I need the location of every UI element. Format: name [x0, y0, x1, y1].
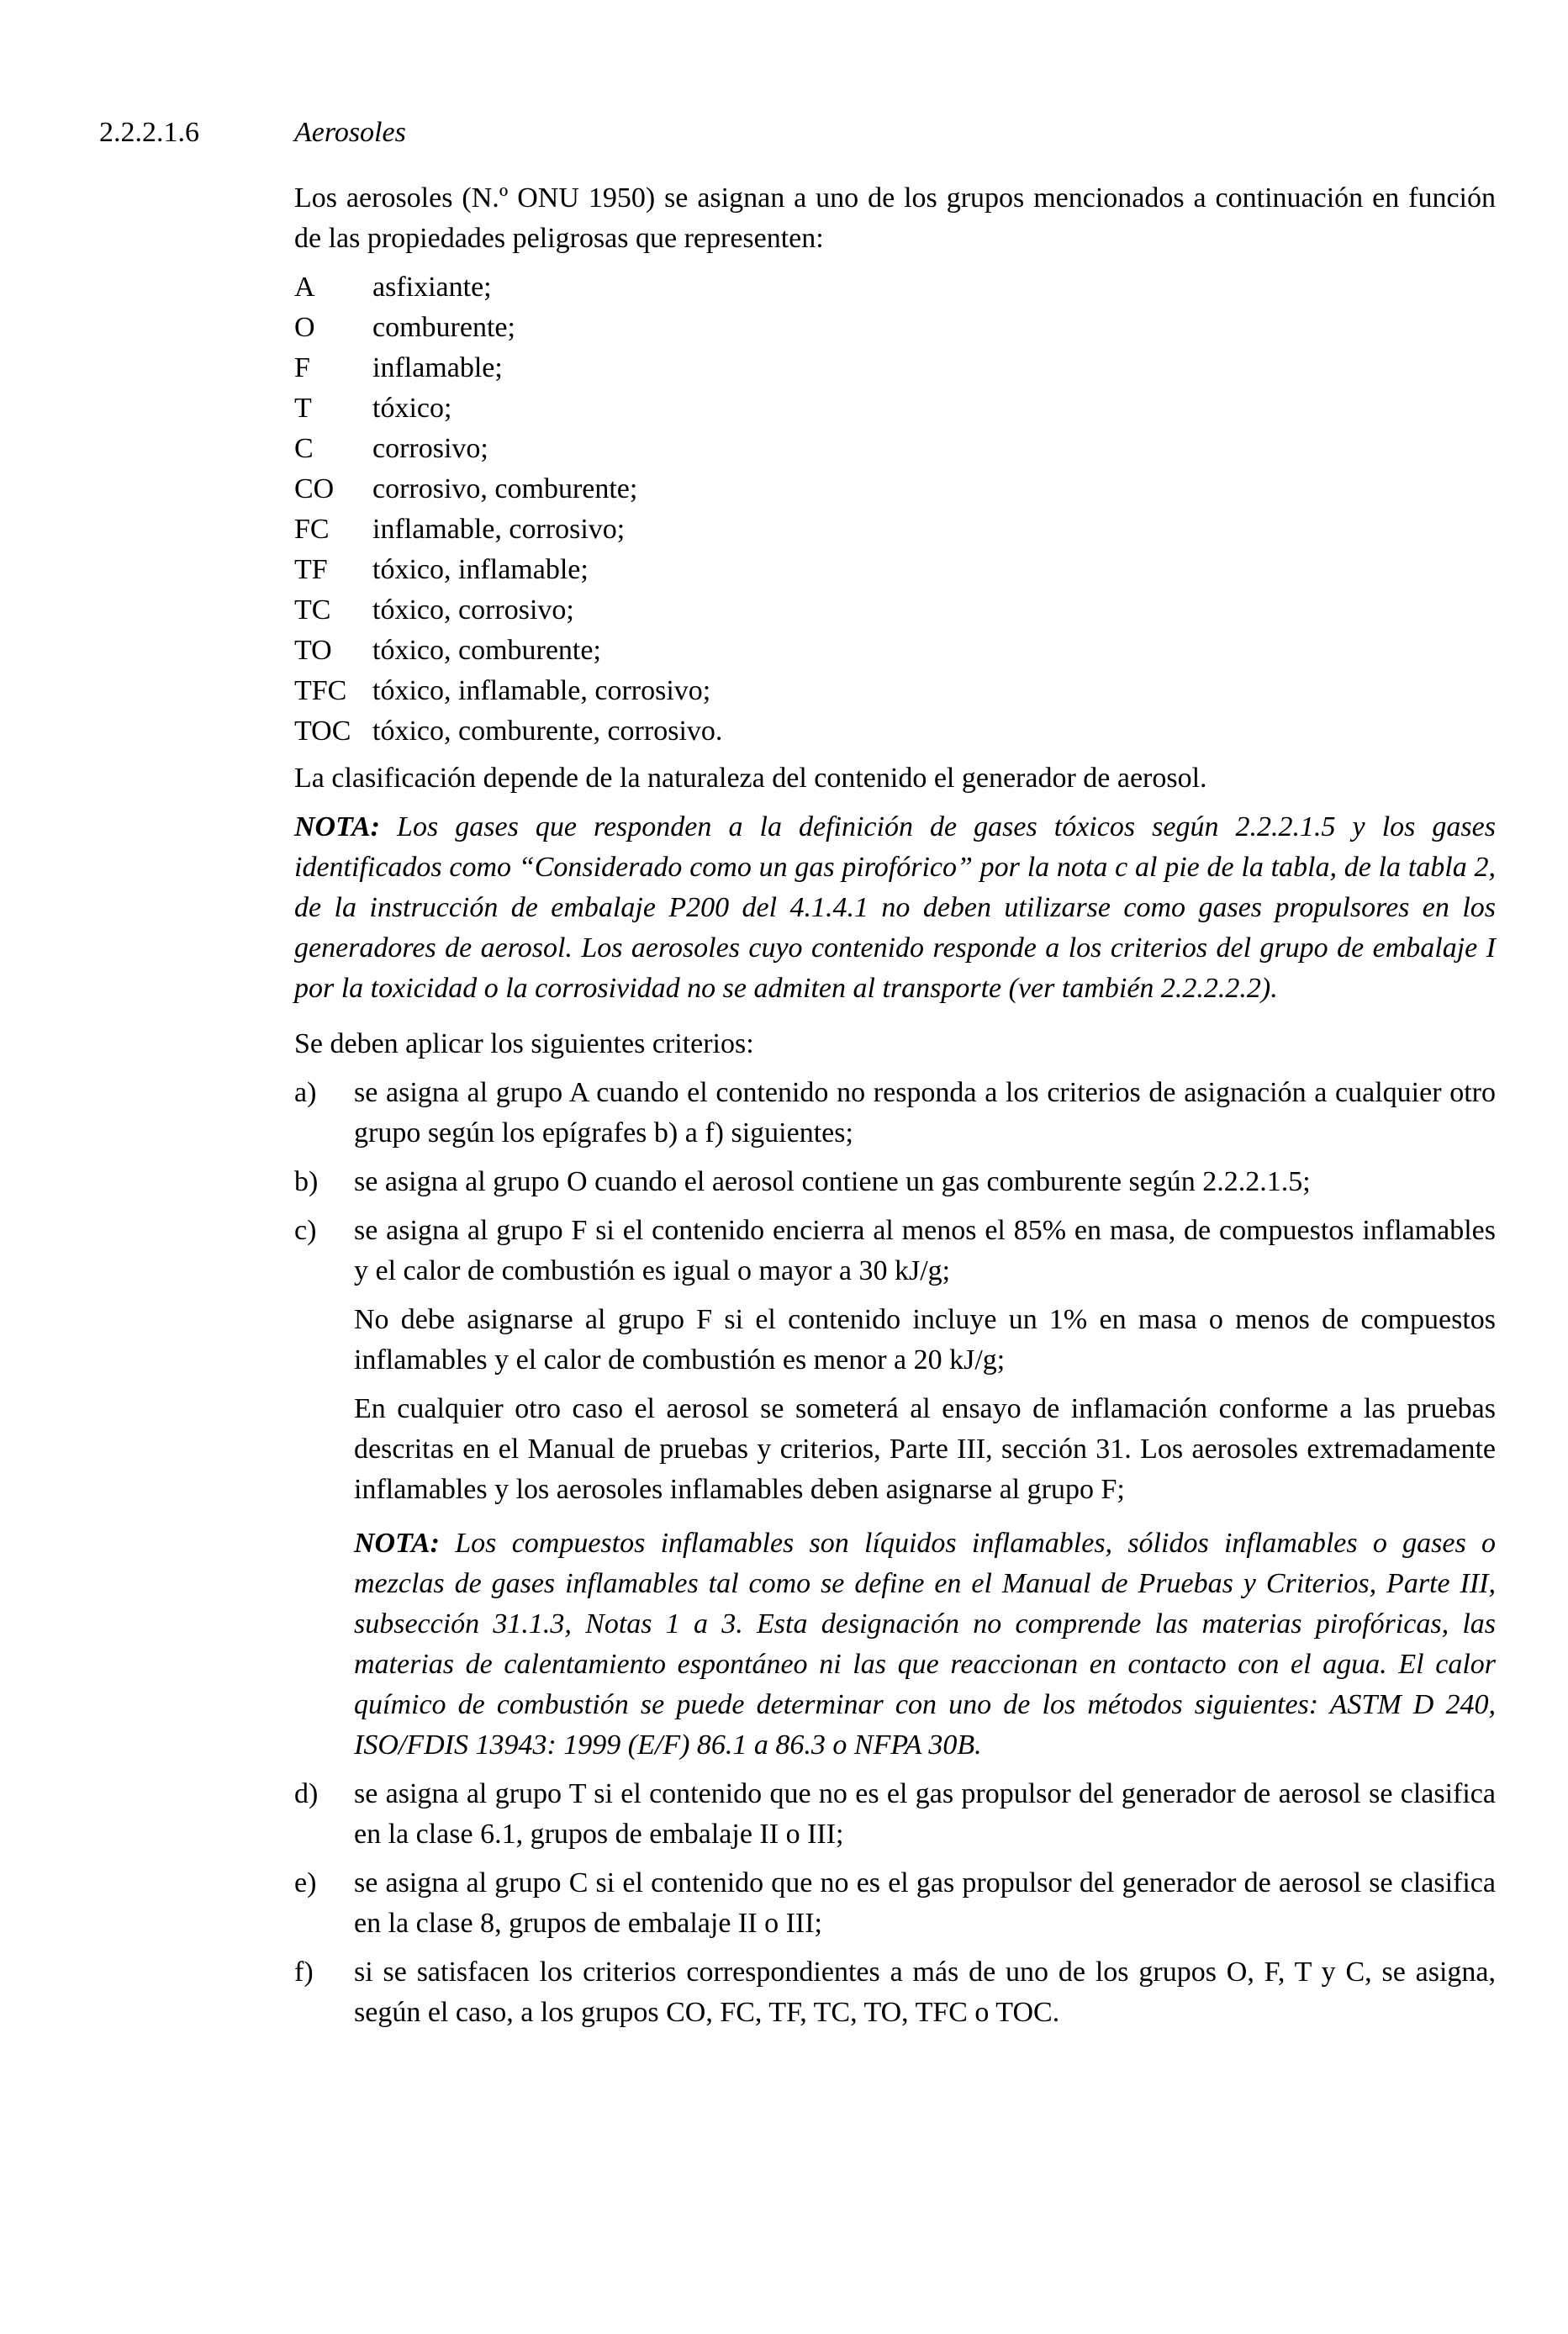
criterion-letter: a) — [294, 1077, 317, 1108]
criterion-c — [294, 1211, 1496, 1766]
section-number: 2.2.2.1.6 — [99, 117, 199, 148]
group-description: corrosivo; — [372, 433, 488, 464]
criterion-text: se asigna al grupo T si el contenido que no es el gas propulsor del generador de aerosol se clasifica en la clase 6.1, grupos de embalaje II o III; — [354, 1778, 1496, 1850]
criterion-letter: e) — [294, 1867, 317, 1898]
criterion-e — [294, 1863, 1496, 1944]
group-description: inflamable; — [372, 352, 503, 383]
group-code: F — [294, 352, 310, 383]
group-row — [294, 469, 1496, 510]
group-code: A — [294, 272, 315, 303]
criterion-letter: d) — [294, 1778, 319, 1809]
group-code: T — [294, 393, 312, 424]
criterion-text: se asigna al grupo C si el contenido que no es el gas propulsor del generador de aerosol se clasifica en la clase 8, grupos de embalaje II o III; — [354, 1867, 1496, 1939]
group-code: C — [294, 433, 314, 464]
criterion-letter: c) — [294, 1215, 317, 1246]
group-code: TF — [294, 554, 328, 585]
group-row — [294, 308, 1496, 348]
criterion-text: se asigna al grupo O cuando el aerosol contiene un gas comburente según 2.2.2.1.5; — [354, 1166, 1311, 1197]
group-description: tóxico, comburente; — [372, 635, 601, 666]
note-text: Los compuestos inflamables son líquidos inflamables, sólidos inflamables o gases o mezclas de gases inflamables tal como se define en el Manual de Pruebas y Criterios, Parte III, subsección 31.1.3, Notas 1 a 3. Esta designación no comprende las materias pirofóricas, las materias de calentamiento espontáneo ni las que reaccionan en contacto con el agua. El calor químico de combustión se puede determinar con uno de los métodos siguientes: ASTM D 240, ISO/FDIS 13943: 1999 (E/F) 86.1 a 86.3 o NFPA 30B. — [354, 1528, 1496, 1761]
group-row — [294, 631, 1496, 671]
criterion-text: se asigna al grupo F si el contenido encierra al menos el 85% en masa, de compuestos inflamables y el calor de combustión es igual o mayor a 30 kJ/g; — [354, 1215, 1496, 1286]
group-row — [294, 711, 1496, 752]
criterion-text: se asigna al grupo A cuando el contenido no responda a los criterios de asignación a cualquier otro grupo según los epígrafes b) a f) siguientes; — [354, 1077, 1496, 1149]
group-code: TO — [294, 635, 332, 666]
criterion-letter: b) — [294, 1166, 319, 1197]
group-row — [294, 388, 1496, 429]
group-description: tóxico, corrosivo; — [372, 594, 574, 626]
group-row — [294, 429, 1496, 469]
group-description: tóxico, comburente, corrosivo. — [372, 716, 723, 747]
note-label: NOTA: — [294, 811, 380, 842]
criterion-d — [294, 1774, 1496, 1855]
group-row — [294, 550, 1496, 590]
group-code: FC — [294, 514, 330, 545]
group-description: tóxico, inflamable, corrosivo; — [372, 675, 711, 706]
group-row — [294, 590, 1496, 631]
group-code: TOC — [294, 716, 351, 747]
group-code: O — [294, 312, 315, 343]
note-label: NOTA: — [354, 1528, 440, 1559]
group-description: tóxico; — [372, 393, 452, 424]
group-row — [294, 510, 1496, 550]
group-code: CO — [294, 473, 335, 504]
criterion-note — [354, 1523, 1496, 1766]
criterion-subparagraph: No debe asignarse al grupo F si el contenido incluye un 1% en masa o menos de compuestos inflamables y el calor de combustión es menor a 20 kJ/g; — [354, 1304, 1496, 1376]
note-paragraph — [294, 807, 1496, 1009]
group-description: tóxico, inflamable; — [372, 554, 589, 585]
criterion-a — [294, 1073, 1496, 1154]
classification-paragraph: La clasificación depende de la naturaleza del contenido el generador de aerosol. — [294, 763, 1207, 794]
criteria-intro: Se deben aplicar los siguientes criterios: — [294, 1028, 754, 1059]
section-title: Aerosoles — [294, 117, 406, 148]
criterion-f — [294, 1952, 1496, 2033]
note-text: Los gases que responden a la definición de gases tóxicos según 2.2.2.1.5 y los gases identificados como “Considerado como un gas pirofórico” por la nota c al pie de la tabla, de la tabla 2, de la instrucción de embalaje P200 del 4.1.4.1 no deben utilizarse como gases propulsores en los generadores de aerosol. Los aerosoles cuyo contenido responde a los criterios del grupo de embalaje I por la toxicidad o la corrosividad no se admiten al transporte (ver también 2.2.2.2.2). — [294, 811, 1496, 1004]
group-row — [294, 267, 1496, 308]
group-description: asfixiante; — [372, 272, 492, 303]
group-list — [294, 267, 1496, 752]
group-description: inflamable, corrosivo; — [372, 514, 626, 545]
criterion-subparagraph: En cualquier otro caso el aerosol se someterá al ensayo de inflamación conforme a las pruebas descritas en el Manual de pruebas y criterios, Parte III, sección 31. Los aerosoles extremadamente inflamables y los aerosoles inflamables deben asignarse al grupo F; — [354, 1393, 1496, 1505]
section-body — [294, 178, 1496, 2041]
group-description: corrosivo, comburente; — [372, 473, 638, 504]
group-row — [294, 671, 1496, 711]
group-description: comburente; — [372, 312, 515, 343]
group-code: TFC — [294, 675, 347, 706]
intro-paragraph: Los aerosoles (N.º ONU 1950) se asignan a uno de los grupos mencionados a continuación en función de las propiedades peligrosas que representen: — [294, 182, 1496, 254]
group-row — [294, 348, 1496, 388]
criterion-letter: f) — [294, 1956, 314, 1988]
group-code: TC — [294, 594, 331, 626]
criterion-b — [294, 1162, 1496, 1202]
criterion-text: si se satisfacen los criterios correspondientes a más de uno de los grupos O, F, T y C, se asigna, según el caso, a los grupos CO, FC, TF, TC, TO, TFC o TOC. — [354, 1956, 1496, 2028]
